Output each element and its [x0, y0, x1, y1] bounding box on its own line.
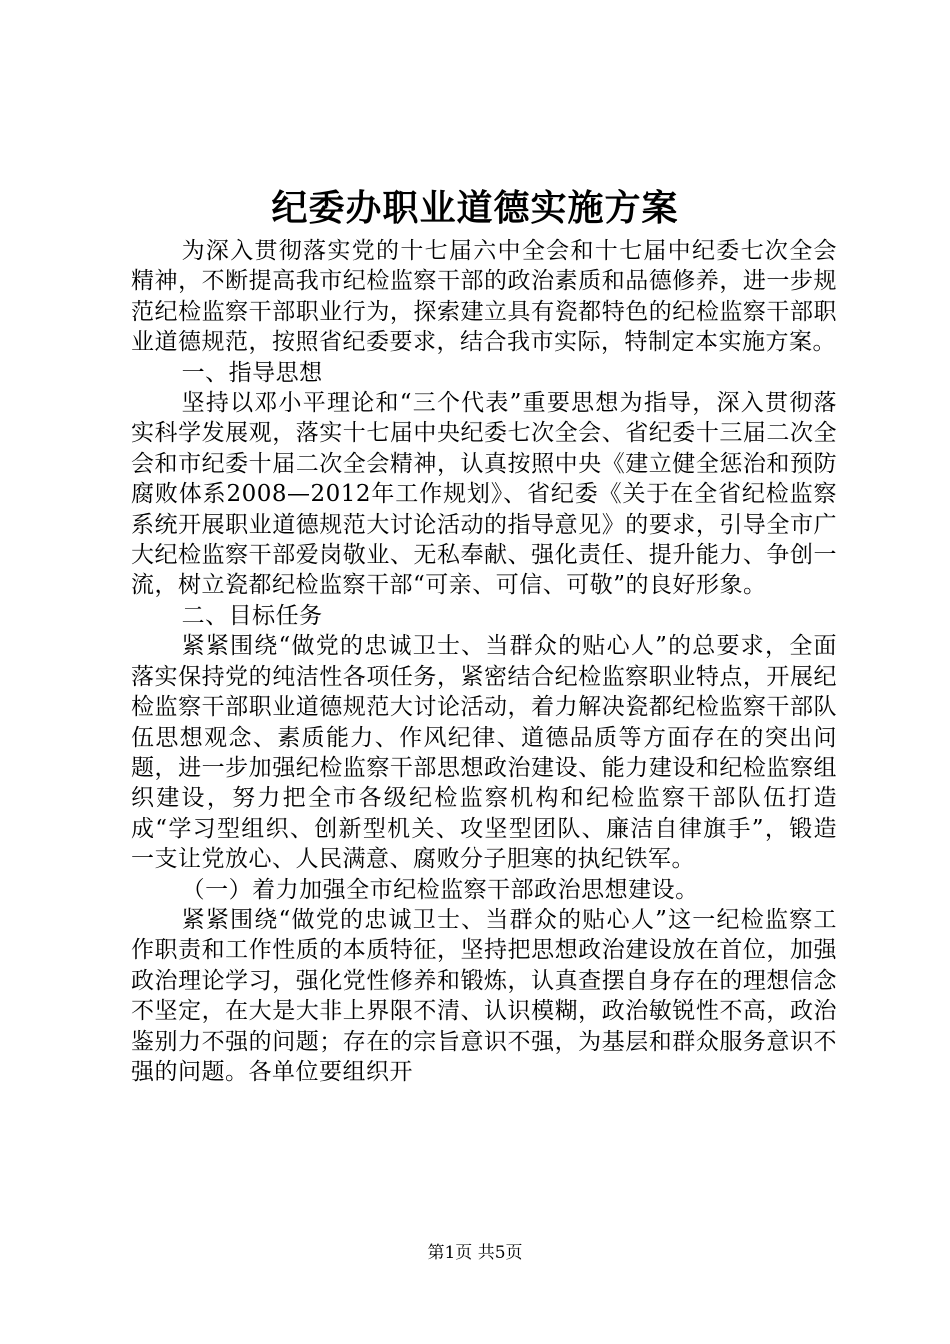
intro-paragraph: 为深入贯彻落实党的十七届六中全会和十七届中纪委七次全会精神，不断提高我市纪检监察干部的政治素质和品德修养，进一步规范纪检监察干部职业行为，探索建立具有瓷都特色的纪检监察干部职业道德规范，按照省纪委要求，结合我市实际，特制定本实施方案。 [131, 238, 837, 356]
section-heading-goals: 二、目标任务 [181, 602, 323, 629]
section-heading-guiding-thought: 一、指导思想 [181, 359, 323, 386]
page-footer: 第1页 共5页 [427, 1243, 523, 1263]
document-title: 纪委办职业道德实施方案 [271, 187, 679, 229]
political-thought-paragraph: 紧紧围绕“做党的忠诚卫士、当群众的贴心人”这一纪检监察工作职责和工作性质的本质特征，坚持把思想政治建设放在首位，加强政治理论学习，强化党性修养和锻炼，认真查摆自身存在的理想信念不坚定，在大是大非上界限不清、认识模糊，政治敏锐性不高，政治鉴别力不强的问题；存在的宗旨意识不强，为基层和群众服务意识不强的问题。各单位要组织开 [131, 906, 837, 1085]
goals-paragraph: 紧紧围绕“做党的忠诚卫士、当群众的贴心人”的总要求，全面落实保持党的纯洁性各项任务，紧密结合纪检监察职业特点，开展纪检监察干部职业道德规范大讨论活动，着力解决瓷都纪检监察干部队伍思想观念、素质能力、作风纪律、道德品质等方面存在的突出问题，进一步加强纪检监察干部思想政治建设、能力建设和纪检监察组织建设，努力把全市各级纪检监察机构和纪检监察干部队伍打造成“学习型组织、创新型机关、攻坚型团队、廉洁自律旗手”，锻造一支让党放心、人民满意、腐败分子胆寒的执纪铁军。 [131, 633, 837, 873]
guiding-thought-paragraph: 坚持以邓小平理论和“三个代表”重要思想为指导，深入贯彻落实科学发展观，落实十七届中央纪委七次全会、省纪委十三届二次全会和市纪委十届二次全会精神，认真按照中央《建立健全惩治和预防腐败体系2008—2012年工作规划》、省纪委《关于在全省纪检监察系统开展职业道德规范大讨论活动的指导意见》的要求，引导全市广大纪检监察干部爱岗敬业、无私奉献、强化责任、提升能力、争创一流，树立瓷都纪检监察干部“可亲、可信、可敬”的良好形象。 [131, 390, 837, 599]
document-body [131, 236, 837, 1087]
subsection-heading-political-thought: （一）着力加强全市纪检监察干部政治思想建设。 [181, 876, 699, 903]
